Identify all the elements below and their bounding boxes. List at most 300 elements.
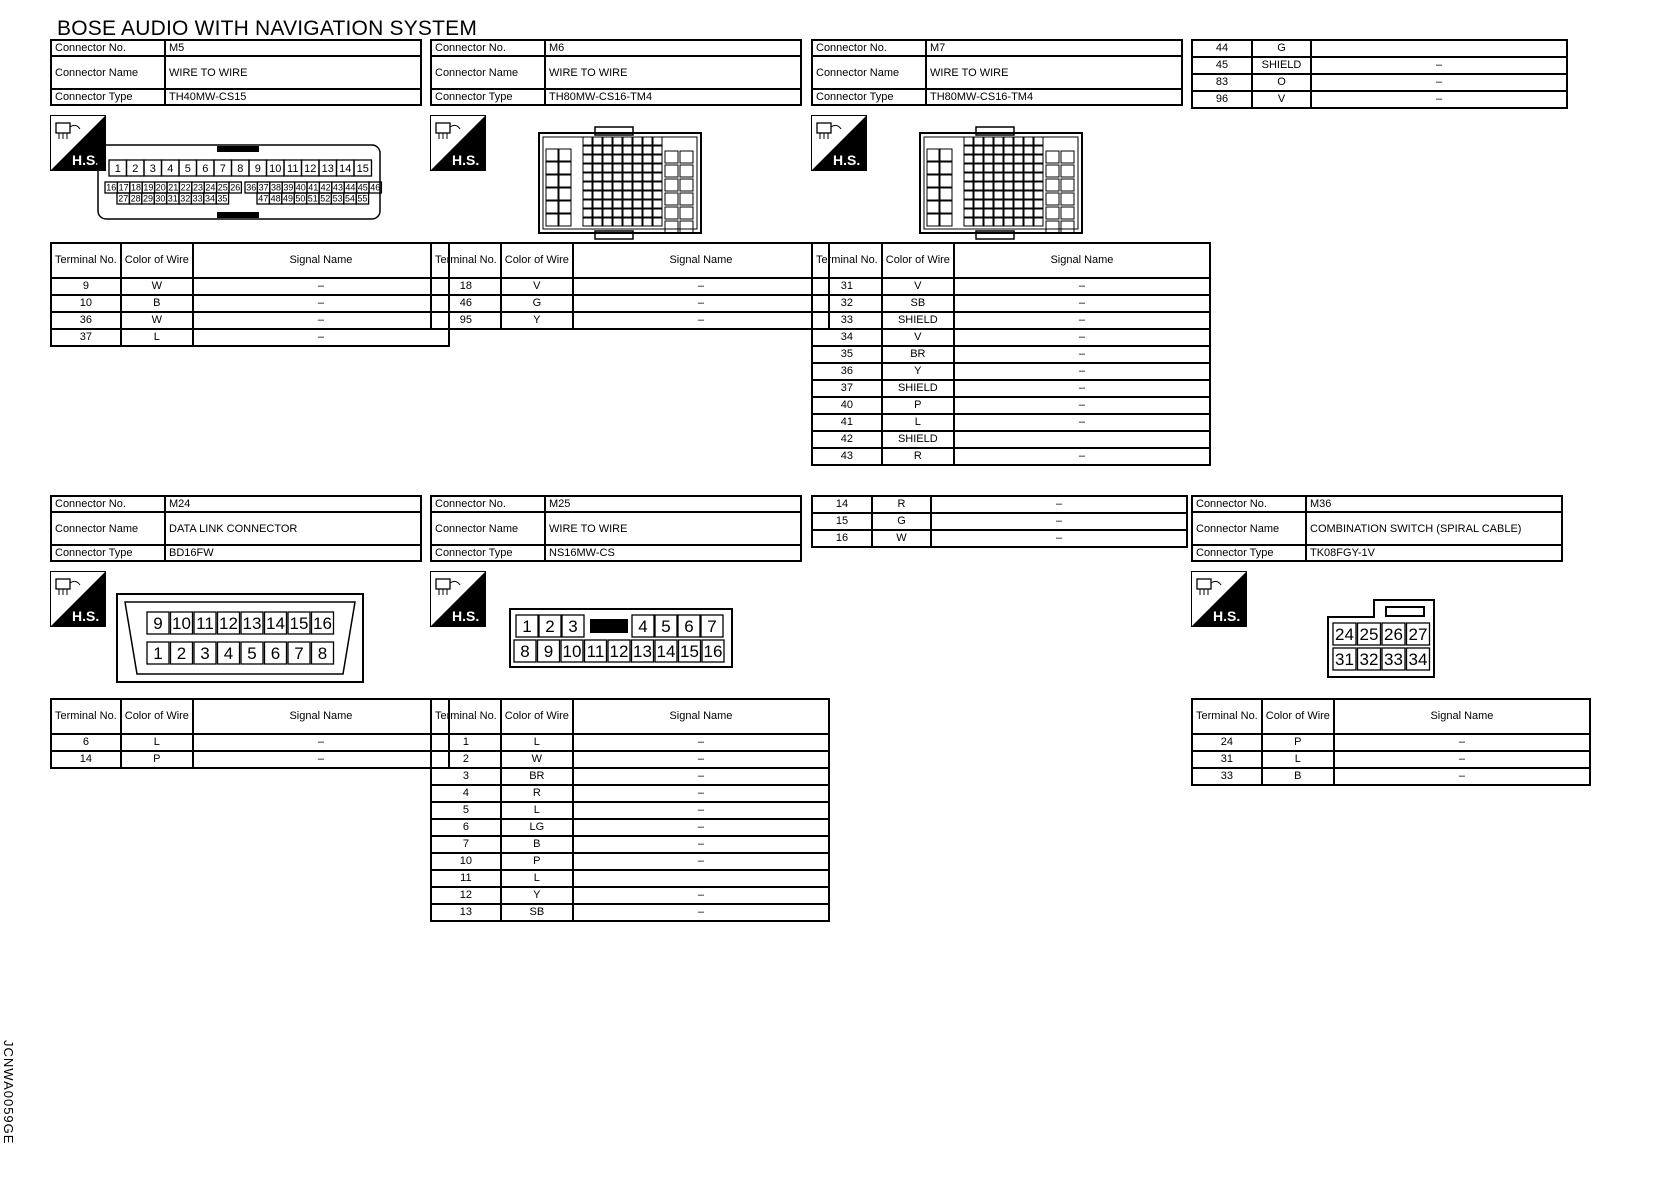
pin-label: 26: [1384, 625, 1403, 645]
pin-cell: [593, 209, 602, 217]
pin-label: 43: [332, 182, 344, 193]
terminal-row: [812, 329, 1210, 346]
key-block: [590, 619, 628, 633]
pin-cell: [940, 149, 952, 161]
pin-cell: [583, 191, 592, 199]
pin-cell: [964, 209, 973, 217]
pin-cell: [1014, 218, 1023, 226]
terminal-no: 31: [812, 278, 882, 295]
pin-cell: [623, 164, 632, 172]
signal-name: –: [573, 904, 829, 921]
signal-name: –: [931, 513, 1187, 530]
pin-label: 15: [680, 642, 699, 662]
svg-text:H.S.: H.S.: [833, 152, 861, 168]
pin-cell: [653, 137, 662, 145]
pin-label: 16: [703, 642, 723, 662]
pin-cell: [927, 175, 939, 187]
terminal-row: [812, 431, 1210, 448]
m36-info-table: [1191, 495, 1563, 562]
pin-cell: [653, 200, 662, 208]
header-color: Color of Wire: [501, 243, 573, 278]
pin-cell: [974, 218, 983, 226]
header-color: Color of Wire: [1262, 699, 1334, 734]
pin-cell: [623, 182, 632, 190]
label-connector-name: Connector Name: [51, 56, 165, 89]
pin-label: 1: [153, 644, 163, 664]
pin-cell: [974, 200, 983, 208]
pin-cell: [623, 191, 632, 199]
pin-cell: [1024, 191, 1033, 199]
terminal-no: 32: [812, 295, 882, 312]
signal-name: –: [573, 785, 829, 802]
wire-color: SHIELD: [882, 431, 954, 448]
wire-color: Y: [501, 887, 573, 904]
m24-info-table: [50, 495, 422, 562]
label-connector-name: Connector Name: [812, 56, 926, 89]
terminal-no: 36: [51, 312, 121, 329]
pin-cell: [665, 151, 678, 163]
terminal-row: [431, 312, 829, 329]
signal-name: –: [1334, 751, 1590, 768]
signal-name: –: [1311, 91, 1567, 108]
pin-label: 17: [118, 182, 129, 193]
pin-cell: [583, 146, 592, 154]
pin-cell: [964, 191, 973, 199]
header-color: Color of Wire: [121, 699, 193, 734]
pin-cell: [1004, 182, 1013, 190]
pin-cell: [974, 209, 983, 217]
pin-cell: [583, 137, 592, 145]
pin-cell: [964, 137, 973, 145]
pin-cell: [643, 191, 652, 199]
pin-label: 15: [289, 614, 309, 634]
pin-label: 10: [562, 642, 582, 662]
terminal-no: 6: [431, 819, 501, 836]
pin-cell: [653, 155, 662, 163]
terminal-row: [812, 363, 1210, 380]
pin-cell: [1034, 191, 1043, 199]
pin-cell: [994, 182, 1003, 190]
terminal-no: 45: [1192, 57, 1252, 74]
pin-label: 9: [153, 614, 163, 634]
wire-color: Y: [501, 312, 573, 329]
header-signal: Signal Name: [573, 243, 829, 278]
m24-terminal-table: [50, 698, 450, 769]
pin-cell: [613, 191, 622, 199]
terminal-no: 3: [431, 768, 501, 785]
m36-connector-name: COMBINATION SWITCH (SPIRAL CABLE): [1306, 512, 1562, 545]
pin-cell: [613, 164, 622, 172]
pin-cell: [546, 201, 558, 213]
signal-name: –: [954, 295, 1210, 312]
pin-cell: [1014, 200, 1023, 208]
signal-name: –: [954, 329, 1210, 346]
terminal-row: [51, 312, 449, 329]
pin-cell: [559, 175, 571, 187]
pin-label: 18: [130, 182, 142, 193]
terminal-no: 14: [51, 751, 121, 768]
label-connector-name: Connector Name: [1192, 512, 1306, 545]
label-connector-type: Connector Type: [1192, 545, 1306, 561]
header-terminal: Terminal No.: [51, 699, 121, 734]
terminal-row: [431, 904, 829, 921]
pin-label: 33: [192, 193, 203, 204]
pin-label: 55: [357, 193, 368, 204]
header-signal: Signal Name: [193, 699, 449, 734]
signal-name: –: [954, 312, 1210, 329]
pin-label: 8: [520, 642, 530, 662]
pin-cell: [546, 175, 558, 187]
label-connector-type: Connector Type: [51, 545, 165, 561]
pin-label: 51: [307, 193, 318, 204]
hs-icon: [430, 571, 486, 627]
pin-label: 38: [270, 182, 282, 193]
terminal-no: 4: [431, 785, 501, 802]
terminal-no: 96: [1192, 91, 1252, 108]
signal-name: –: [1311, 74, 1567, 91]
pin-cell: [665, 221, 678, 233]
pin-label: 11: [287, 162, 299, 175]
terminal-row: [51, 751, 449, 768]
pin-cell: [964, 164, 973, 172]
header-terminal: Terminal No.: [431, 243, 501, 278]
pin-cell: [1061, 207, 1074, 219]
pin-cell: [665, 207, 678, 219]
pin-cell: [1034, 164, 1043, 172]
pin-label: 14: [339, 162, 352, 175]
pin-cell: [1004, 173, 1013, 181]
header-signal: Signal Name: [1334, 699, 1590, 734]
label-connector-name: Connector Name: [51, 512, 165, 545]
wire-color: Y: [882, 363, 954, 380]
signal-name: –: [193, 278, 449, 295]
terminal-row: [812, 397, 1210, 414]
pin-cell: [1004, 164, 1013, 172]
m24-connector-name: DATA LINK CONNECTOR: [165, 512, 421, 545]
pin-cell: [603, 209, 612, 217]
m5-connector-name: WIRE TO WIRE: [165, 56, 421, 89]
wire-color: P: [501, 853, 573, 870]
pin-label: 29: [142, 193, 154, 204]
wire-color: L: [501, 734, 573, 751]
terminal-row: [431, 819, 829, 836]
m7-connector-diagram: [918, 125, 1086, 240]
label-connector-no: Connector No.: [812, 40, 926, 56]
m24-connector-no: M24: [165, 496, 421, 512]
pin-cell: [633, 173, 642, 181]
pin-cell: [613, 155, 622, 163]
pin-cell: [1004, 218, 1013, 226]
label-connector-type: Connector Type: [431, 545, 545, 561]
terminal-no: 14: [812, 496, 872, 513]
pin-label: 12: [219, 614, 238, 634]
wire-color: L: [501, 870, 573, 887]
pin-label: 22: [180, 182, 191, 193]
wire-color: P: [1262, 734, 1334, 751]
m7-connector-name: WIRE TO WIRE: [926, 56, 1182, 89]
pin-cell: [940, 214, 952, 226]
wire-color: O: [1252, 74, 1311, 91]
pin-cell: [603, 137, 612, 145]
pin-label: 31: [1335, 650, 1354, 670]
pin-cell: [994, 137, 1003, 145]
pin-cell: [603, 191, 612, 199]
pin-label: 10: [172, 614, 191, 634]
pin-label: 7: [707, 617, 717, 637]
pin-cell: [1014, 164, 1023, 172]
label-connector-type: Connector Type: [812, 89, 926, 105]
m25-connector-diagram: [508, 607, 734, 669]
signal-name: –: [573, 312, 829, 329]
signal-name: –: [954, 346, 1210, 363]
pin-label: 53: [332, 193, 343, 204]
terminal-no: 7: [431, 836, 501, 853]
terminal-no: 11: [431, 870, 501, 887]
pin-label: 3: [568, 617, 578, 637]
wire-color: B: [121, 295, 193, 312]
pin-cell: [1034, 137, 1043, 145]
pin-cell: [583, 200, 592, 208]
terminal-no: 12: [431, 887, 501, 904]
pin-cell: [1061, 179, 1074, 191]
terminal-no: 36: [812, 363, 882, 380]
pin-label: 50: [295, 193, 306, 204]
signal-name: –: [573, 278, 829, 295]
pin-cell: [1014, 182, 1023, 190]
pin-cell: [1024, 173, 1033, 181]
m25-connector-name: WIRE TO WIRE: [545, 512, 801, 545]
pin-label: 4: [223, 644, 234, 664]
terminal-no: 37: [51, 329, 121, 346]
wire-color: G: [872, 513, 931, 530]
pin-label: 44: [345, 182, 356, 193]
header-signal: Signal Name: [954, 243, 1210, 278]
pin-cell: [583, 173, 592, 181]
wire-color: SHIELD: [882, 312, 954, 329]
pin-cell: [623, 146, 632, 154]
wire-color: SHIELD: [1252, 57, 1311, 74]
terminal-no: 15: [812, 513, 872, 530]
hs-icon: [430, 115, 486, 171]
pin-cell: [1024, 146, 1033, 154]
terminal-row: [51, 734, 449, 751]
pin-cell: [653, 218, 662, 226]
pin-cell: [633, 146, 642, 154]
pin-cell: [613, 200, 622, 208]
pin-cell: [927, 201, 939, 213]
pin-label: 11: [196, 614, 214, 634]
m36-connector-no: M36: [1306, 496, 1562, 512]
pin-cell: [680, 193, 693, 205]
pin-cell: [940, 201, 952, 213]
pin-label: 46: [370, 182, 381, 193]
terminal-row: [431, 278, 829, 295]
header-color: Color of Wire: [882, 243, 954, 278]
terminal-row: [431, 785, 829, 802]
pin-cell: [927, 188, 939, 200]
terminal-row: [1192, 74, 1567, 91]
pin-cell: [927, 214, 939, 226]
pin-label: 32: [1359, 650, 1379, 670]
pin-cell: [583, 209, 592, 217]
header-color: Color of Wire: [121, 243, 193, 278]
pin-cell: [964, 200, 973, 208]
wire-color: G: [501, 295, 573, 312]
m25-connector-no: M25: [545, 496, 801, 512]
m7-connector-type: TH80MW-CS16-TM4: [926, 89, 1182, 105]
wire-color: BR: [501, 768, 573, 785]
pin-cell: [680, 151, 693, 163]
pin-label: 8: [317, 644, 328, 664]
pin-label: 7: [219, 162, 226, 175]
pin-cell: [643, 155, 652, 163]
m36-terminal-table: [1191, 698, 1591, 786]
pin-cell: [643, 218, 652, 226]
terminal-no: 24: [1192, 734, 1262, 751]
pin-cell: [1004, 200, 1013, 208]
pin-label: 48: [270, 193, 281, 204]
signal-name: [954, 431, 1210, 448]
m24-connector-diagram: [115, 592, 367, 684]
m6-connector-diagram: [537, 125, 705, 240]
wire-color: L: [121, 329, 193, 346]
pin-label: 21: [168, 182, 179, 193]
signal-name: –: [954, 397, 1210, 414]
pin-label: 12: [304, 162, 317, 175]
terminal-row: [1192, 91, 1567, 108]
signal-name: –: [193, 751, 449, 768]
m5-connector-type: TH40MW-CS15: [165, 89, 421, 105]
header-signal: Signal Name: [193, 243, 449, 278]
pin-cell: [1061, 221, 1074, 233]
svg-text:H.S.: H.S.: [452, 152, 480, 168]
pin-label: 45: [357, 182, 368, 193]
hs-icon: [1191, 571, 1247, 627]
hs-icon: [811, 115, 867, 171]
terminal-row: [812, 312, 1210, 329]
terminal-row: [431, 870, 829, 887]
terminal-no: 44: [1192, 40, 1252, 57]
pin-cell: [546, 214, 558, 226]
pin-label: 39: [283, 182, 294, 193]
wire-color: SB: [882, 295, 954, 312]
pin-cell: [974, 137, 983, 145]
terminal-row: [1192, 768, 1590, 785]
wire-color: R: [501, 785, 573, 802]
pin-cell: [940, 175, 952, 187]
pin-label: 54: [344, 193, 356, 204]
label-connector-no: Connector No.: [1192, 496, 1306, 512]
terminal-no: 33: [812, 312, 882, 329]
signal-name: –: [1334, 768, 1590, 785]
m7-info-table: [811, 39, 1183, 106]
terminal-row: [431, 768, 829, 785]
wire-color: SHIELD: [882, 380, 954, 397]
pin-label: 28: [130, 193, 141, 204]
pin-label: 6: [270, 644, 281, 664]
terminal-row: [1192, 40, 1567, 57]
pin-cell: [680, 221, 693, 233]
pin-cell: [633, 137, 642, 145]
pin-label: 19: [143, 182, 154, 193]
signal-name: –: [931, 530, 1187, 547]
pin-cell: [559, 201, 571, 213]
terminal-no: 42: [812, 431, 882, 448]
pin-cell: [680, 165, 693, 177]
m6-connector-no: M6: [545, 40, 801, 56]
terminal-row: [431, 836, 829, 853]
pin-label: 12: [609, 642, 629, 662]
pin-cell: [1004, 155, 1013, 163]
pin-cell: [653, 209, 662, 217]
pin-cell: [623, 137, 632, 145]
pin-cell: [1034, 173, 1043, 181]
terminal-no: 6: [51, 734, 121, 751]
pin-label: 9: [254, 162, 261, 175]
pin-cell: [633, 155, 642, 163]
pin-label: 47: [258, 193, 269, 204]
pin-cell: [984, 218, 993, 226]
wire-color: R: [872, 496, 931, 513]
pin-label: 13: [242, 614, 262, 634]
wire-color: P: [882, 397, 954, 414]
pin-cell: [994, 200, 1003, 208]
pin-cell: [643, 164, 652, 172]
pin-cell: [964, 218, 973, 226]
pin-label: 37: [258, 182, 269, 193]
pin-label: 11: [586, 642, 605, 662]
pin-label: 16: [106, 182, 117, 193]
m25-continuation-table: [811, 495, 1188, 548]
pin-cell: [984, 200, 993, 208]
pin-label: 36: [246, 182, 257, 193]
pin-cell: [613, 182, 622, 190]
pin-label: 2: [545, 617, 555, 637]
pin-cell: [623, 218, 632, 226]
terminal-no: 31: [1192, 751, 1262, 768]
pin-cell: [593, 182, 602, 190]
signal-name: –: [573, 853, 829, 870]
pin-cell: [1004, 209, 1013, 217]
pin-cell: [1034, 155, 1043, 163]
signal-name: –: [193, 329, 449, 346]
pin-cell: [994, 209, 1003, 217]
pin-label: 2: [132, 162, 139, 175]
pin-cell: [940, 188, 952, 200]
pin-cell: [653, 173, 662, 181]
pin-label: 14: [656, 642, 676, 662]
pin-label: 10: [269, 162, 282, 175]
m6-terminal-table: [430, 242, 830, 330]
wire-color: P: [121, 751, 193, 768]
pin-label: 1: [114, 162, 121, 175]
pin-cell: [974, 182, 983, 190]
pin-cell: [633, 164, 642, 172]
pin-label: 31: [167, 193, 178, 204]
pin-cell: [984, 155, 993, 163]
m7-terminal-table: [811, 242, 1211, 466]
pin-cell: [1014, 191, 1023, 199]
signal-name: –: [1334, 734, 1590, 751]
pin-cell: [643, 137, 652, 145]
label-connector-no: Connector No.: [431, 40, 545, 56]
signal-name: –: [954, 448, 1210, 465]
svg-text:H.S.: H.S.: [1213, 608, 1241, 624]
pin-cell: [613, 218, 622, 226]
pin-cell: [974, 173, 983, 181]
m24-connector-type: BD16FW: [165, 545, 421, 561]
signal-name: –: [193, 734, 449, 751]
